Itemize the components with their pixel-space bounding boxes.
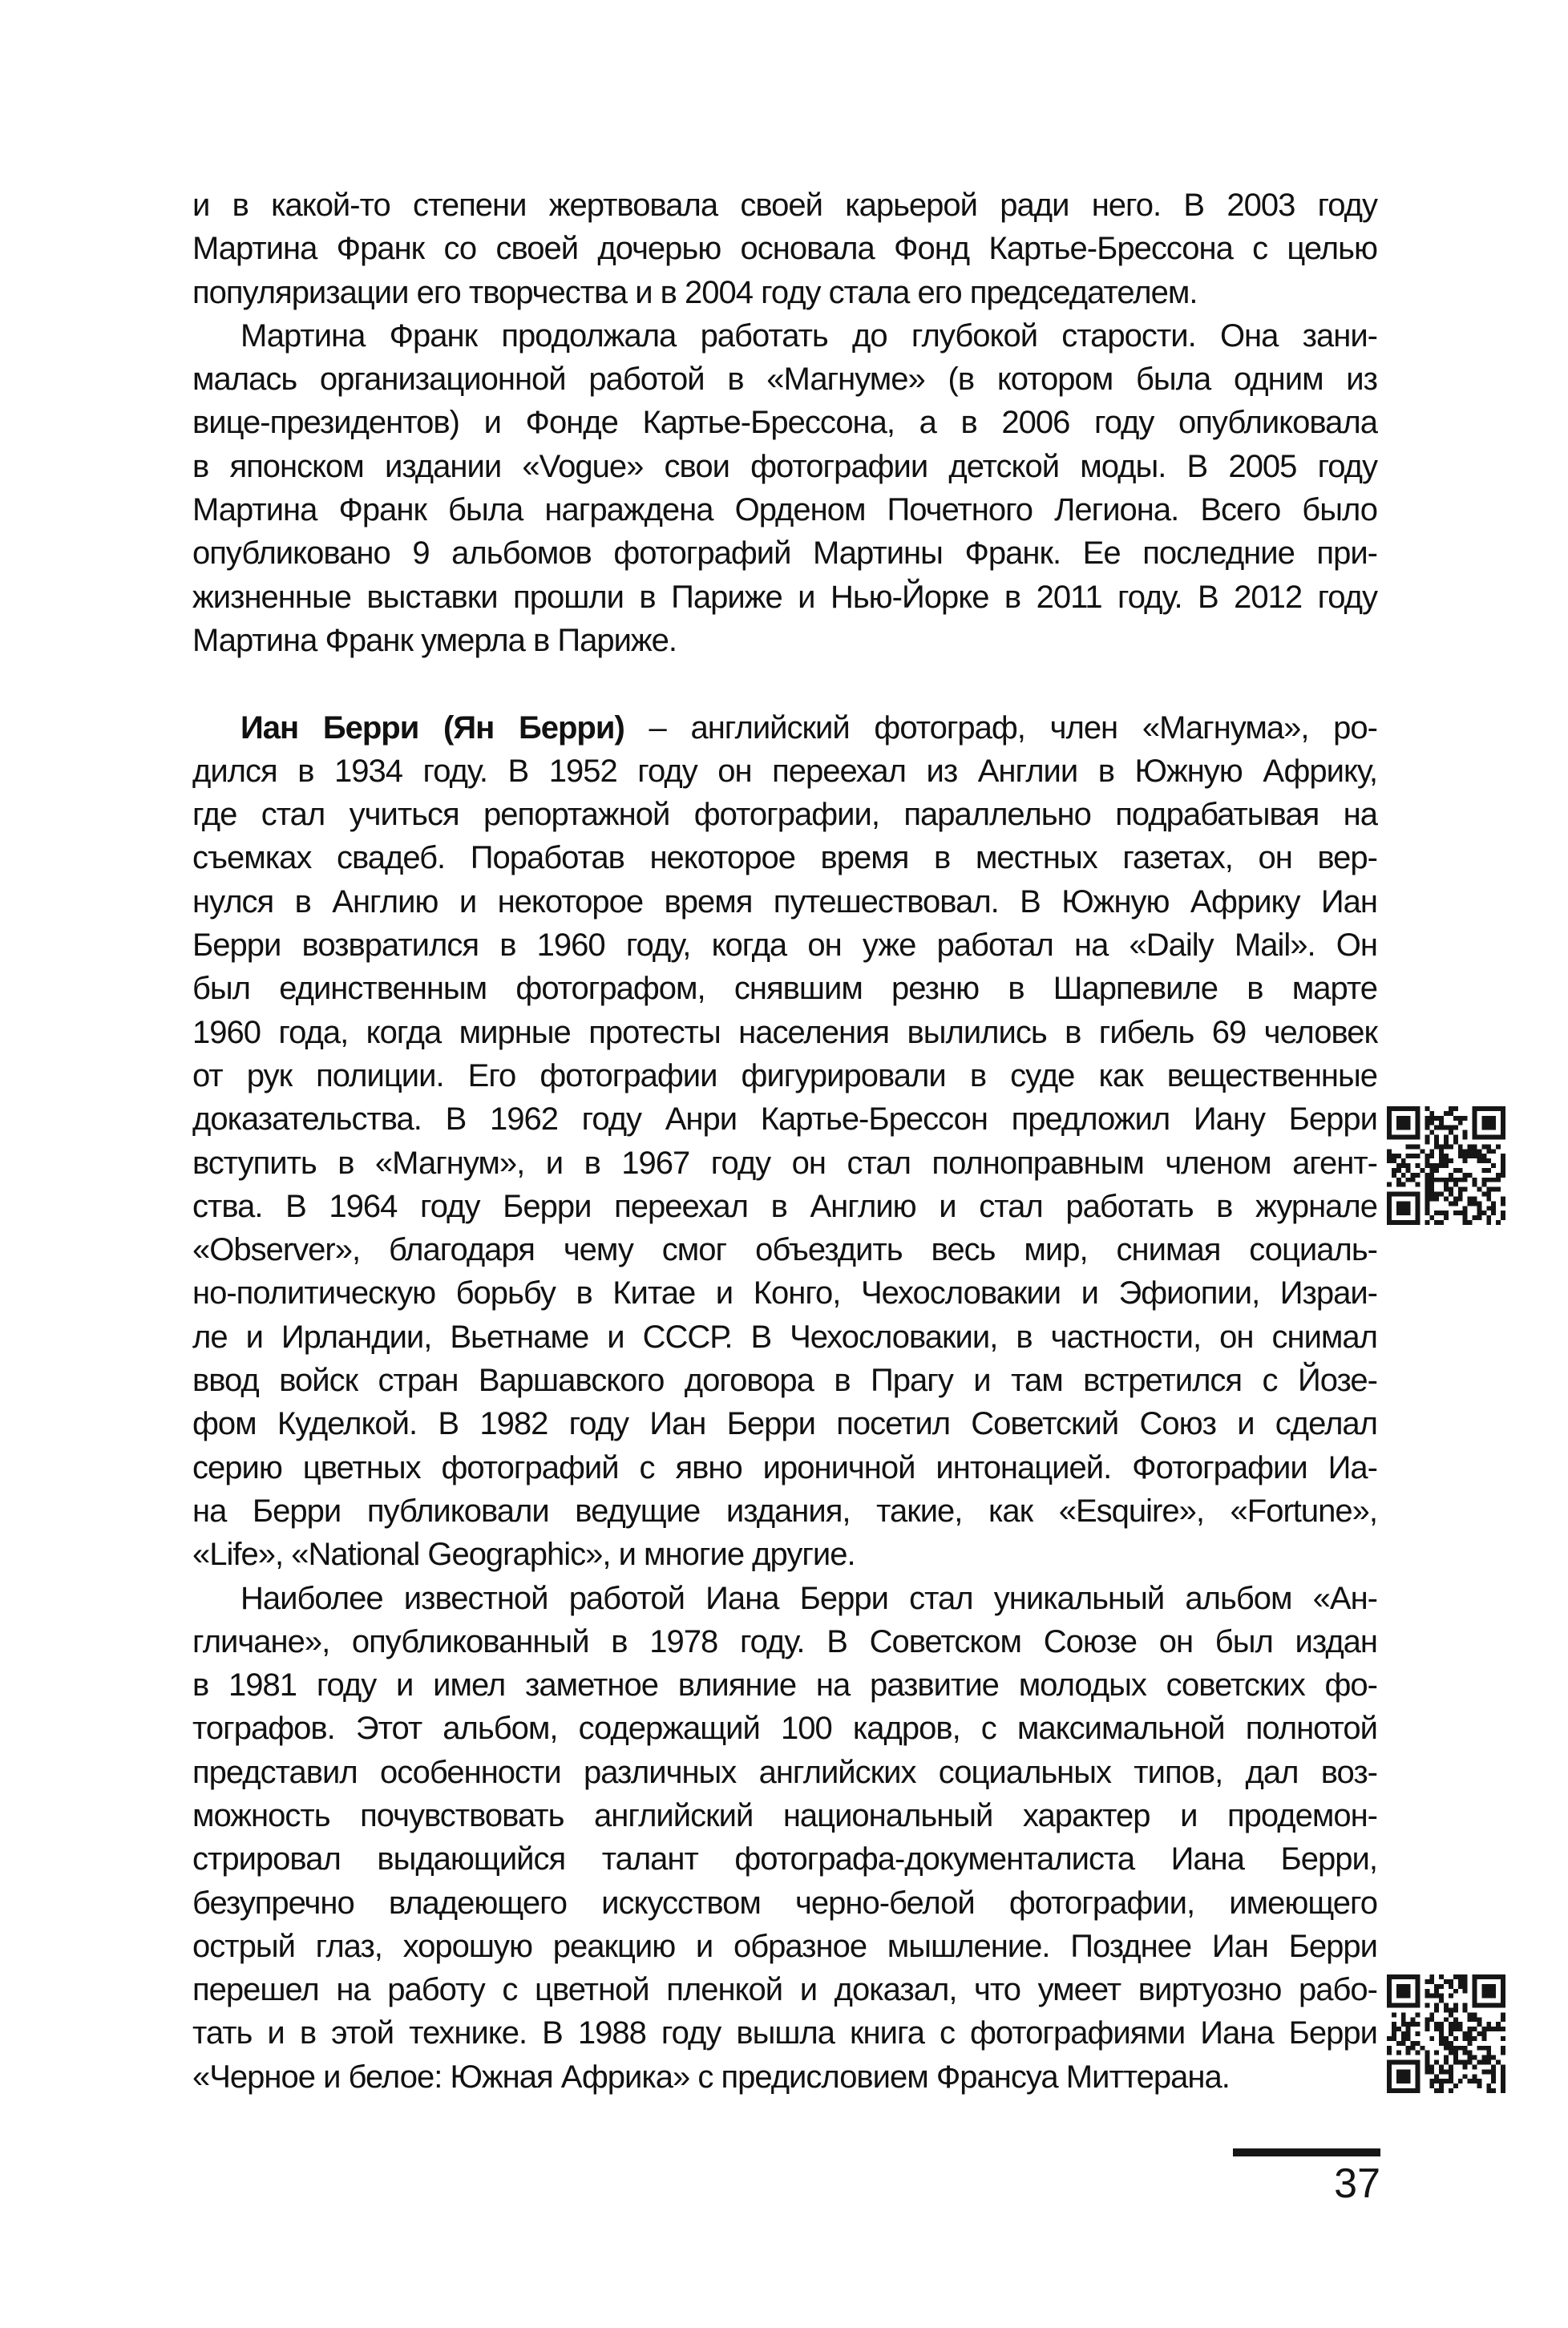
paragraph: [192, 314, 1377, 662]
text-line: серию цветных фотографий с явно ироничной интонацией. Фотографии Иа-: [192, 1449, 1377, 1485]
text-line: в 1981 году и имел заметное влияние на развитие молодых советских фо-: [192, 1667, 1377, 1704]
text-line: «Life», «National Geographic», и многие другие.: [192, 1537, 855, 1573]
text-line: ле и Ирландии, Вьетнаме и СССР. В Чехословакии, в частности, он снимал: [192, 1319, 1377, 1355]
text-line: Берри возвратился в 1960 году, когда он уже работал на «Daily Mail». Он: [192, 928, 1377, 964]
page-footer: [1233, 2148, 1380, 2206]
text-line: Мартина Франк со своей дочерью основала Фонд Картье-Брессона с целью: [192, 231, 1377, 267]
qr-code-top: [1387, 1106, 1505, 1225]
qr-code-bottom: [1387, 1974, 1505, 2093]
text-line: тографов. Этот альбом, содержащий 100 кадров, с максимальной полнотой: [192, 1711, 1377, 1747]
text-line: Мартина Франк продолжала работать до глубокой старости. Она зани-: [240, 317, 1377, 354]
text-line: в японском издании «Vogue» свои фотографии детской моды. В 2005 году: [192, 448, 1377, 484]
text-line: дился в 1934 году. В 1952 году он переехал из Англии в Южную Африку,: [192, 753, 1377, 789]
text-line: тать и в этой технике. В 1988 году вышла книга с фотографиями Иана Берри: [192, 2015, 1377, 2051]
text-line: можность почувствовать английский национальный характер и продемон-: [192, 1797, 1377, 1833]
text-line: опубликовано 9 альбомов фотографий Мартины Франк. Ее последние при-: [192, 536, 1377, 572]
footer-rule: [1233, 2148, 1380, 2156]
text-line: вице-президентов) и Фонде Картье-Брессона, а в 2006 году опубликовала: [192, 405, 1377, 441]
text-line: вступить в «Магнум», и в 1967 году он стал полноправным членом агент-: [192, 1145, 1377, 1181]
text-line: «Observer», благодаря чему смог объездить весь мир, снимая социаль-: [192, 1232, 1377, 1268]
text-line: где стал учиться репортажной фотографии, параллельно подрабатывая на: [192, 797, 1377, 833]
text-line: но-политическую борьбу в Китае и Конго, Чехословакии и Эфиопии, Израи-: [192, 1275, 1377, 1312]
text-line: нулся в Англию и некоторое время путешествовал. В Южную Африку Иан: [192, 883, 1377, 919]
text-line: был единственным фотографом, снявшим резню в Шарпевиле в марте: [192, 971, 1377, 1007]
text-line: на Берри публиковали ведущие издания, такие, как «Esquire», «Fortune»,: [192, 1493, 1377, 1529]
paragraph: [192, 706, 1377, 1577]
page-number: 37: [1334, 2160, 1380, 2207]
text-line: стрировал выдающийся талант фотографа-документалиста Иана Берри,: [192, 1841, 1377, 1877]
text-line: популяризации его творчества и в 2004 году стала его председателем.: [192, 274, 1198, 310]
text-block: [192, 184, 1377, 2099]
text-line: Мартина Франк умерла в Париже.: [192, 622, 677, 658]
text-line: жизненные выставки прошли в Париже и Нью-Йорке в 2011 году. В 2012 году: [192, 579, 1377, 615]
text-line: перешел на работу с цветной пленкой и доказал, что умеет виртуозно рабо-: [192, 1972, 1377, 2008]
text-line: Мартина Франк была награждена Орденом Почетного Легиона. Всего было: [192, 492, 1377, 528]
text-line: безупречно владеющего искусством черно-белой фотографии, имеющего: [192, 1885, 1377, 1921]
text-line: [192, 706, 1377, 750]
text-line: ввод войск стран Варшавского договора в Прагу и там встретился с Йозе-: [192, 1363, 1377, 1399]
bold-lead-text: Иан Берри (Ян Берри): [240, 709, 624, 746]
text-line: «Черное и белое: Южная Африка» с предисловием Франсуа Миттерана.: [192, 2059, 1230, 2095]
text-line: малась организационной работой в «Магнуме» (в котором была одним из: [192, 362, 1377, 398]
text-line: гличане», опубликованный в 1978 году. В Советском Союзе он был издан: [192, 1623, 1377, 1659]
paragraph: [192, 184, 1377, 314]
text-line: ства. В 1964 году Берри переехал в Англию и стал работать в журнале: [192, 1188, 1377, 1224]
text-segment: – английский фотограф, член «Магнума», ро-: [624, 709, 1377, 746]
paragraph: [192, 1577, 1377, 2100]
text-line: съемках свадеб. Поработав некоторое время в местных газетах, он вер-: [192, 840, 1377, 876]
text-line: Наиболее известной работой Иана Берри стал уникальный альбом «Ан-: [240, 1580, 1377, 1616]
text-line: от рук полиции. Его фотографии фигурировали в суде как вещественные: [192, 1057, 1377, 1093]
text-line: острый глаз, хорошую реакцию и образное мышление. Позднее Иан Берри: [192, 1928, 1377, 1964]
text-line: представил особенности различных английских социальных типов, дал воз-: [192, 1754, 1377, 1790]
text-line: и в какой-то степени жертвовала своей карьерой ради него. В 2003 году: [192, 188, 1377, 223]
text-line: фом Куделкой. В 1982 году Иан Берри посетил Советский Союз и сделал: [192, 1406, 1377, 1442]
text-line: доказательства. В 1962 году Анри Картье-Брессон предложил Иану Берри: [192, 1101, 1377, 1138]
text-line: 1960 года, когда мирные протесты населения вылились в гибель 69 человек: [192, 1014, 1377, 1050]
